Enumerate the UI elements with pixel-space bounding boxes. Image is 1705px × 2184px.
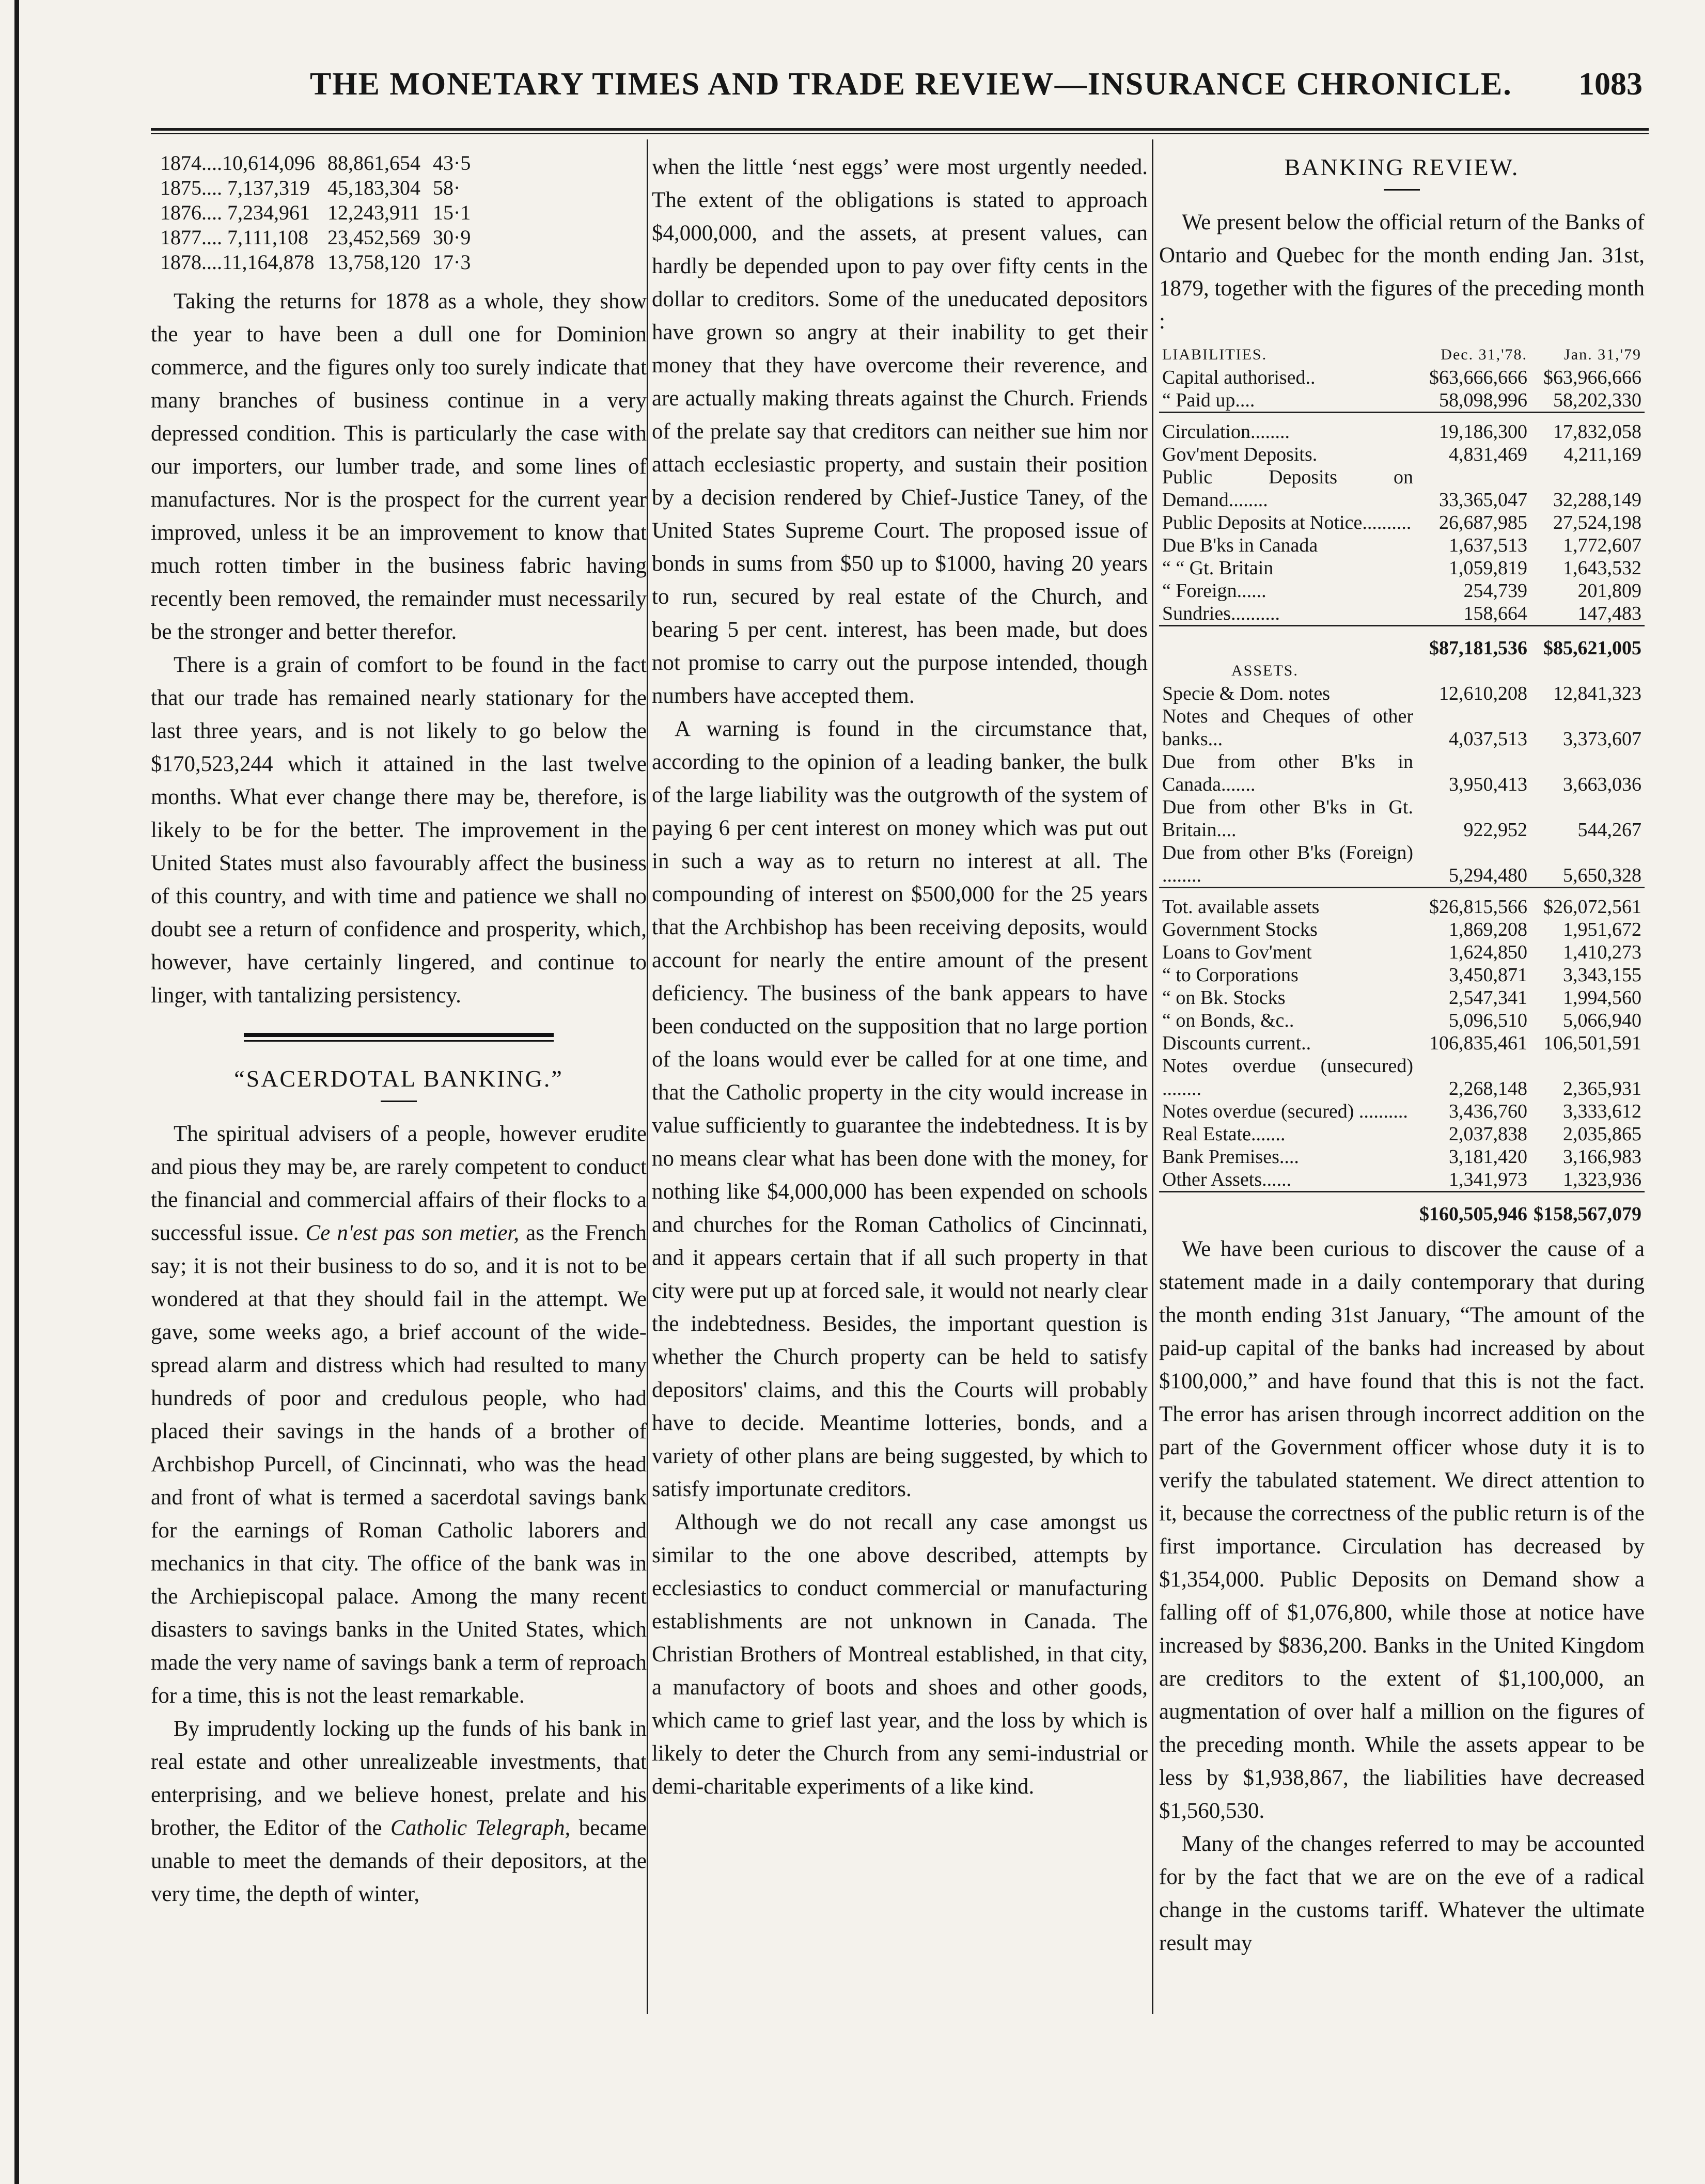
stats-cell: 23,452,569 [327,226,420,249]
stats-cell: 12,243,911 [327,201,420,224]
bank-row-value: Jan. 31,'79 [1564,346,1641,363]
bank-row-label: LIABILITIES. [1162,346,1268,363]
stats-cell: 30·9 [433,226,471,249]
paragraph: A warning is found in the circumstance that, according to the opinion of a leading banker, the bulk of the large liability was the outgrowth of the system of paying 6 per cent interest on money which was put out in such a way as to return no interest at all. The compounding of interest on $500,000 for the 25 years that the Archbishop has been receiving deposits, would account for nearly the entire amount of the present deficiency. The business of the bank appears to have been conducted on the supposition that no large portion of the loans would ever be called for at one time, and that the Catholic property in the city would increase in value sufficiently to guarantee the indebtedness. It is by no means clear what has been done with the money, for nothing like $4,000,000 has been expended on schools and churches for the Roman Catholics of Cincinnati, and it appears certain that if all such property in that city were put up at forced sale, it would not nearly clear the indebtedness. Besides, the important question is whether the Church property can be held to satisfy depositors' claims, and this the Courts will probably have to decide. Meantime lotteries, bonds, and a variety of other plans are being suggested, by which to satisfy importunate creditors. [652,717,1148,1501]
bank-row-value: $26,072,561 [1543,896,1641,918]
paragraph: There is a grain of comfort to be found in the fact that our trade has remained nearly stationary for the last three years, and is not likely to go below the $170,523,244 which it attained in the last twelve months. What ever change there may be, therefore, is likely to be for the better. The improvement in the United States must also favourably affect the business of this country, and with time and patience we shall no doubt see a return of confidence and prosperity, which, however, have certainly lingered, and continue to linger, with tantalizing persistency. [151,653,647,1008]
bank-row-value [1416,1192,1530,1200]
bank-row [1159,366,1645,389]
stats-cell: 1878....11,164,878 [160,250,315,274]
bank-row-value: $160,505,946 [1419,1203,1527,1225]
heading-rule [381,1101,417,1102]
bank-row [1159,511,1645,534]
bank-row-value: 106,501,591 [1543,1032,1641,1054]
paragraph: Taking the returns for 1878 as a whole, they show the year to have been a dull one for Dominion commerce, and the figures only too surely indicate that many branches of business continue in a very depressed condition. This is particularly the case with our importers, our lumber trade, and some lines of manufactures. Nor is the prospect for the current year improved, unless it be an improvement to know that much rotten timber in the business fabric having recently been removed, the remainder must necessarily be the stronger and better therefor. [151,289,647,644]
bank-row-label: Notes and Cheques of other banks... [1162,705,1413,750]
stats-cell: 1875.... 7,137,319 [160,176,310,199]
bank-row-label: “ on Bk. Stocks [1162,987,1286,1009]
stats-cell: 17·3 [433,250,471,274]
bank-row [1159,443,1645,466]
bank-row-value: 1,869,208 [1449,919,1527,940]
paragraph: Although we do not recall any case amongst us similar to the one above described, attempts by ecclesiastics to conduct commercial or manufacturing establishments are not unknown in Canada. The Christian Brothers of Montreal established, in that city, a manufactory of boots and shoes and other goods, which came to grief last year, and the loss by which is likely to deter the Church from any semi-industrial or demi-charitable experiments of a like kind. [652,1510,1148,1799]
bank-row-label: ASSETS. [1231,662,1299,679]
bank-row-value: 1,059,819 [1449,557,1527,579]
bank-section-row [1159,659,1645,682]
bank-header-row [1159,343,1645,366]
bank-row-label: “ Paid up.... [1162,389,1255,411]
stats-cell: 1877.... 7,111,108 [160,226,309,249]
bank-row-value: 1,410,273 [1563,941,1641,963]
stats-row [160,176,483,200]
bank-row [1159,986,1645,1009]
bank-row [1159,1123,1645,1145]
bank-row [1159,1145,1645,1168]
bank-row-label: Capital authorised.. [1162,367,1316,388]
bank-row [1159,579,1645,602]
bank-row-label [1159,1200,1416,1225]
bank-row [1159,941,1645,964]
bank-row-value: 3,373,607 [1563,728,1641,750]
bank-row-value: 1,624,850 [1449,941,1527,963]
bank-row [1159,964,1645,986]
bank-row-value: 3,333,612 [1563,1101,1641,1122]
bank-row-value: 1,637,513 [1449,535,1527,556]
bank-row-value: 33,365,047 [1439,489,1527,511]
bank-row-value: 1,951,672 [1563,919,1641,940]
bank-row [1159,389,1645,413]
bank-row [1159,1100,1645,1123]
header-rule-thin [151,133,1649,134]
bank-row-value: 1,643,532 [1563,557,1641,579]
bank-row-label [1159,413,1416,421]
bank-row-value: 19,186,300 [1439,421,1527,443]
bank-row-label: Public Deposits at Notice.......... [1162,512,1412,533]
bank-row-value: $63,666,666 [1429,367,1527,388]
banking-intro: We present below the official return of the Banks of Ontario and Quebec for the month ending Jan. 31st, 1879, together with the figures of the preceding month : [1159,210,1645,334]
bank-row-label [1159,888,1416,896]
bank-row [1159,841,1645,888]
bank-row [1159,1055,1645,1100]
bank-row-label: Due from other B'ks (Foreign) ........ [1162,842,1413,886]
bank-row-label [1159,634,1416,659]
bank-row-label: “ “ Gt. Britain [1162,557,1274,579]
heading-rule [1384,189,1420,191]
bank-row-value: Dec. 31,'78. [1441,346,1527,363]
bank-rule [1159,626,1645,634]
bank-row [1159,1032,1645,1055]
bank-row-value [1416,888,1530,896]
bank-row-value: 12,841,323 [1553,683,1641,704]
bank-row-label: Due B'ks in Canada [1162,535,1318,556]
stats-row [160,200,483,225]
bank-row-value [1530,1192,1645,1200]
bank-row-label: Real Estate....... [1162,1123,1286,1145]
bank-row-value: 4,211,169 [1563,444,1641,465]
bank-total-row [1159,1200,1645,1225]
bank-row-label: Circulation........ [1162,421,1290,443]
bank-row [1159,918,1645,941]
column-3 [1159,151,1645,1960]
bank-row-value: 1,772,607 [1563,535,1641,556]
bank-row [1159,1168,1645,1192]
bank-row-value: 3,950,413 [1449,774,1527,795]
banking-review-heading: BANKING REVIEW. [1284,154,1520,180]
bank-row-value: 27,524,198 [1553,512,1641,533]
bank-row-value: 254,739 [1463,580,1527,602]
page-number: 1083 [1578,67,1643,102]
bank-row-value: 1,341,973 [1449,1169,1527,1190]
stats-cell: 58· [433,176,461,199]
bank-row-label: “ on Bonds, &c.. [1162,1010,1294,1031]
bank-row-label: Due from other B'ks in Canada....... [1162,751,1413,795]
bank-row [1159,602,1645,626]
bank-row-value: $85,621,005 [1543,637,1641,659]
bank-row-label: Specie & Dom. notes [1162,683,1331,704]
bank-row-value [1416,626,1530,634]
running-title: THE MONETARY TIMES AND TRADE REVIEW—INSURANCE CHRONICLE. [310,67,1512,102]
bank-row [1159,1009,1645,1032]
bank-row [1159,682,1645,705]
column-1 [151,151,647,1911]
bank-row-label: Due from other B'ks in Gt. Britain.... [1162,796,1413,841]
bank-row [1159,750,1645,796]
bank-row-value: 58,098,996 [1439,389,1527,411]
column-2 [652,151,1148,1803]
stats-cell: 45,183,304 [327,176,420,199]
bank-row [1159,420,1645,443]
bank-row-value: 201,809 [1577,580,1641,602]
bank-row-value: 5,066,940 [1563,1010,1641,1031]
bank-row-label: “ Foreign...... [1162,580,1266,602]
bank-row-value: 4,037,513 [1449,728,1527,750]
bank-row-label: Notes overdue (secured) .......... [1162,1101,1408,1122]
paragraph: We have been curious to discover the cause of a statement made in a daily contemporary that during the month ending 31st January, “The amount of the paid-up capital of the banks had increased by about $100,000,” and have found that this is not the fact. The error has arisen through incorrect addition on the part of the Government officer whose duty it is to verify the tabulated statement. We direct attention to it, because the correctness of the public return is of the first importance. Circulation has decreased by $1,354,000. Public Deposits on Demand show a falling off of $1,076,800, while those at notice have increased by $836,200. Banks in the United Kingdom are creditors to the extent of $1,100,000, an augmentation of over half a million on the figures of the preceding month. While the assets appear to be less by $1,938,867, the liabilities have decreased $1,560,530. [1159,1237,1645,1823]
bank-row-value: $26,815,566 [1429,896,1527,918]
bank-row-value: 12,610,208 [1439,683,1527,704]
bank-row-value: $63,966,666 [1543,367,1641,388]
bank-row-value [1530,888,1645,896]
paragraph: Many of the changes referred to may be accounted for by the fact that we are on the eve of a radical change in the customs tariff. Whatever the ultimate result may [1159,1832,1645,1955]
trade-stats-table [160,151,483,275]
bank-row-value: 1,323,936 [1563,1169,1641,1190]
bank-row-label: Gov'ment Deposits. [1162,444,1318,465]
section-separator [244,1033,554,1042]
bank-row-label: Other Assets...... [1162,1169,1292,1190]
bank-row-value: 106,835,461 [1429,1032,1527,1054]
paragraph: By imprudently locking up the funds of his bank in real estate and other unrealizeable investments, that enterprising, and we believe honest, prelate and his brother, the Editor of the Catholic Telegraph, became unable to meet the demands of their depositors, at the very time, the depth of winter, [151,1717,647,1906]
bank-row [1159,534,1645,557]
stats-cell: 1874....10,614,096 [160,151,315,175]
stats-row [160,225,483,250]
bank-row-value: $158,567,079 [1534,1203,1641,1225]
column-divider-2 [1152,139,1153,2014]
bank-row-value: 26,687,985 [1439,512,1527,533]
bank-row-value: 17,832,058 [1553,421,1641,443]
header-rule [151,128,1649,131]
column-divider-1 [647,139,648,2014]
stats-cell: 13,758,120 [327,250,420,274]
bank-row [1159,796,1645,841]
bank-row [1159,895,1645,918]
bank-row-value: 3,450,871 [1449,964,1527,986]
bank-row-label: “ to Corporations [1162,964,1299,986]
bank-row-value: 3,181,420 [1449,1146,1527,1168]
bank-row-label [1159,1192,1416,1200]
bank-row-value: 158,664 [1463,603,1527,624]
stats-cell: 15·1 [433,201,471,224]
bank-row-value: 3,663,036 [1563,774,1641,795]
bank-row-value: 2,037,838 [1449,1123,1527,1145]
bank-row-label: Bank Premises.... [1162,1146,1299,1168]
banking-return-table [1159,343,1645,1225]
bank-row-label: Notes overdue (unsecured) ........ [1162,1055,1413,1099]
bank-row-value: 32,288,149 [1553,489,1641,511]
bank-row-value: 58,202,330 [1553,389,1641,411]
bank-row-value: 2,547,341 [1449,987,1527,1009]
stats-cell: 43·5 [433,151,471,175]
bank-row-value: $87,181,536 [1429,637,1527,659]
bank-rule [1159,413,1645,421]
paragraph: The spiritual advisers of a people, however erudite and pious they may be, are rarely competent to conduct the financial and commercial affairs of their flocks to a successful issue. Ce n'est pas son metier, as the French say; it is not their business to do so, and it is not to be wondered at that they should fail in the attempt. We gave, some weeks ago, a brief account of the wide-spread alarm and distress which had resulted to many hundreds of poor and credulous people, who had placed their savings in the hands of a brother of Archbishop Purcell, of Cincinnati, who was the head and front of what is termed a sacerdotal savings bank for the earnings of Roman Catholic laborers and mechanics in that city. The office of the bank was in the Archiepiscopal palace. Among the many recent disasters to savings banks in the United States, which made the very name of savings bank a term of reproach for a time, this is not the least remarkable. [151,1122,647,1708]
bank-row [1159,705,1645,750]
bank-row-value [1530,413,1645,421]
bank-row-value: 147,483 [1577,603,1641,624]
stats-row [160,250,483,275]
bank-row-value: 544,267 [1577,819,1641,841]
stats-cell: 1876.... 7,234,961 [160,201,310,224]
stats-cell: 88,861,654 [327,151,420,175]
bank-row-value: 2,268,148 [1449,1078,1527,1099]
page-edge-bar [14,0,19,2184]
bank-row-label: Government Stocks [1162,919,1318,940]
stats-row [160,151,483,176]
bank-row-label: Loans to Gov'ment [1162,941,1312,963]
bank-row-label: Sundries.......... [1162,603,1280,624]
bank-rule [1159,1192,1645,1200]
bank-row-label: Discounts current.. [1162,1032,1311,1054]
bank-row-label [1159,626,1416,634]
bank-row-value: 2,035,865 [1563,1123,1641,1145]
bank-row-label: Public Deposits on Demand........ [1162,466,1413,511]
bank-row [1159,466,1645,511]
bank-row-value: 3,343,155 [1563,964,1641,986]
bank-row-value [1530,626,1645,634]
bank-rule [1159,888,1645,896]
bank-row-value [1416,413,1530,421]
bank-row-value: 3,166,983 [1563,1146,1641,1168]
article-heading: “SACERDOTAL BANKING.” [234,1065,564,1092]
bank-row-value: 4,831,469 [1449,444,1527,465]
bank-row-value: 5,096,510 [1449,1010,1527,1031]
bank-row-value [1416,659,1530,682]
bank-row-value: 922,952 [1463,819,1527,841]
bank-total-row [1159,634,1645,659]
bank-row-value [1530,659,1645,682]
bank-row-value: 5,650,328 [1563,865,1641,886]
bank-row [1159,557,1645,579]
bank-row-label: Tot. available assets [1162,896,1320,918]
paragraph: when the little ‘nest eggs’ were most urgently needed. The extent of the obligations is stated to approach $4,000,000, and the assets, at present values, can hardly be depended upon to pay over fifty cents in the dollar to creditors. Some of the uneducated depositors have grown so angry at their inability to get their money that they have overcome their reverence, and are actually making threats against the Church. Friends of the prelate say that creditors can neither sue him nor attach ecclesiastic property, and sustain their position by a decision rendered by Chief-Justice Taney, of the United States Supreme Court. The proposed issue of bonds in sums from $50 up to $1000, having 20 years to run, secured by real estate of the Church, and bearing 5 per cent. interest, has been made, but does not promise to carry out the purpose intended, though numbers have accepted them. [652,155,1148,708]
bank-row-value: 5,294,480 [1449,865,1527,886]
bank-row-value: 1,994,560 [1563,987,1641,1009]
bank-row-value: 3,436,760 [1449,1101,1527,1122]
bank-row-value: 2,365,931 [1563,1078,1641,1099]
